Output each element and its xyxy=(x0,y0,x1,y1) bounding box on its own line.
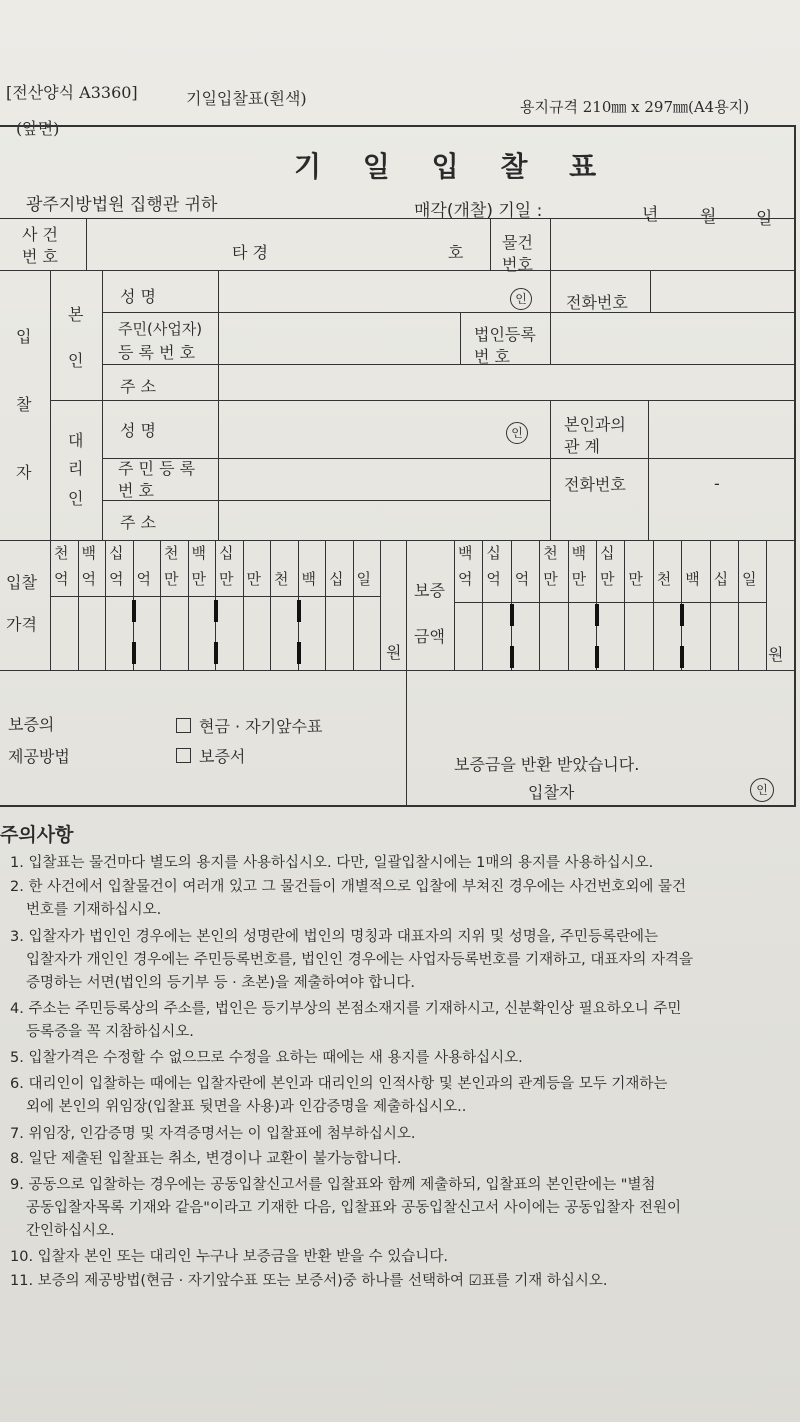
form-name: 기일입찰표(흰색) xyxy=(186,89,307,108)
self-id-label-2: 등 록 번 호 xyxy=(118,343,196,362)
deposit-cell-divider xyxy=(624,540,625,670)
item-number-label-1: 물건 xyxy=(502,233,533,252)
agent-phone-dash: - xyxy=(714,474,720,493)
deposit-unit-top: 백 xyxy=(571,544,587,562)
deposit-unit-top: 천 xyxy=(543,544,558,562)
deposit-amount-label-1: 보증 xyxy=(414,581,445,600)
note-3-cont-2: 증명하는 서면(법인의 등기부 등 · 초본)을 제출하여야 합니다. xyxy=(26,975,415,991)
self-name-label: 성 명 xyxy=(120,287,156,306)
deposit-unit-top: 백 xyxy=(458,544,473,562)
bid-cell-divider xyxy=(243,540,244,670)
bid-unit-bottom: 만 xyxy=(246,570,261,588)
agent-id-field[interactable] xyxy=(220,460,548,498)
agent-label-2: 리 xyxy=(68,459,84,478)
bid-cell-divider xyxy=(325,540,326,670)
bid-unit-bottom: 백 xyxy=(301,570,316,588)
option-guarantee-label: 보증서 xyxy=(199,747,246,766)
agent-label-3: 인 xyxy=(68,489,84,508)
bidder-group-label-2: 찰 xyxy=(16,395,32,414)
item-number-label-2: 번호 xyxy=(502,255,533,274)
note-9-cont-1: 공동입찰자목록 기재와 같음"이라고 기재한 다음, 입찰표와 공동입찰신고서 사이에는 공동입찰자 전원이 xyxy=(26,1200,682,1216)
note-3-cont-1: 입찰자가 개인인 경우에는 주민등록번호를, 법인인 경우에는 사업자등록번호를 기재하고, 대표자의 자격을 xyxy=(26,952,694,968)
date-month-unit: 월 xyxy=(700,207,717,227)
deposit-unit-bottom: 만 xyxy=(628,570,643,588)
deposit-separator-mark xyxy=(595,646,599,668)
self-seal-mark: 인 xyxy=(510,288,532,310)
deposit-unit-bottom: 일 xyxy=(742,570,757,588)
deposit-separator-mark xyxy=(680,646,684,668)
notes-heading: 주의사항 xyxy=(0,824,74,846)
bid-separator-mark xyxy=(132,600,136,622)
self-address-field[interactable] xyxy=(220,366,794,398)
note-9-cont-2: 간인하십시오. xyxy=(26,1223,115,1239)
bid-unit-top: 천 xyxy=(54,544,69,562)
bid-cell-divider xyxy=(78,540,79,670)
bid-cell-divider xyxy=(353,540,354,670)
bid-unit-top: 백 xyxy=(81,544,96,562)
bid-unit-bottom: 억 xyxy=(136,570,151,588)
deposit-unit-bottom: 억 xyxy=(514,570,530,588)
bid-unit-bottom: 억 xyxy=(54,570,69,588)
relation-field[interactable] xyxy=(650,402,794,456)
deposit-cell-divider xyxy=(539,540,540,670)
bid-separator-mark xyxy=(132,642,136,664)
receiver-bidder-label: 입찰자 xyxy=(528,783,575,802)
bid-separator-mark xyxy=(214,642,218,664)
deposit-cell-divider xyxy=(482,540,483,670)
deposit-cell-divider xyxy=(568,540,569,670)
deposit-cell-divider xyxy=(653,540,654,670)
note-2-cont: 번호를 기재하십시오. xyxy=(26,902,162,918)
note-3: 3. 입찰자가 법인인 경우에는 본인의 성명란에 법인의 명칭과 대표자의 지위 및 성명을, 주민등록란에는 xyxy=(10,929,659,945)
deposit-unit-bottom: 만 xyxy=(543,570,558,588)
agent-label-1: 대 xyxy=(68,431,84,450)
date-year-unit: 년 xyxy=(642,205,659,225)
deposit-separator-mark xyxy=(595,604,599,626)
deposit-unit-bottom: 억 xyxy=(486,570,501,588)
deposit-won-label: 원 xyxy=(768,645,784,664)
deposit-unit-bottom: 천 xyxy=(656,570,672,588)
note-1: 1. 입찰표는 물건마다 별도의 용지를 사용하십시오. 다만, 일괄입찰시에는 1매의 용지를 사용하십시오. xyxy=(10,855,654,871)
corp-reg-field[interactable] xyxy=(552,314,794,362)
self-phone-label: 전화번호 xyxy=(566,293,628,312)
deposit-unit-bottom: 만 xyxy=(571,570,587,588)
deposit-method-label-2: 제공방법 xyxy=(8,747,70,766)
note-5: 5. 입찰가격은 수정할 수 없으므로 수정을 요하는 때에는 새 용지를 사용하십시오. xyxy=(10,1050,523,1066)
paper-size: 용지규격 210㎜ x 297㎜(A4용지) xyxy=(520,98,750,116)
bid-unit-top: 십 xyxy=(219,544,234,562)
option-cash-label: 현금 · 자기앞수표 xyxy=(199,717,323,736)
option-cash-checkbox[interactable] xyxy=(176,714,322,737)
note-8: 8. 일단 제출된 입찰표는 취소, 변경이나 교환이 불가능합니다. xyxy=(10,1151,402,1167)
deposit-separator-mark xyxy=(510,646,514,668)
case-number-label-2: 번 호 xyxy=(22,247,58,266)
deposit-unit-bottom: 억 xyxy=(458,570,473,588)
deposit-unit-bottom: 만 xyxy=(600,570,615,588)
self-id-label-1: 주민(사업자) xyxy=(118,320,203,338)
deposit-cell-divider xyxy=(710,540,711,670)
bid-unit-top: 백 xyxy=(191,544,206,562)
form-code: [전산양식 A3360] xyxy=(6,83,138,102)
self-label-2: 인 xyxy=(68,351,84,370)
note-4-cont: 등록증을 꼭 지참하십시오. xyxy=(26,1024,194,1040)
option-guarantee-checkbox[interactable] xyxy=(176,744,245,767)
form-title: 기 일 입 찰 표 xyxy=(294,150,613,183)
note-6-cont: 외에 본인의 위임장(입찰표 뒷면을 사용)과 인감증명을 제출하십시오.. xyxy=(26,1099,467,1115)
bid-unit-bottom: 일 xyxy=(356,570,371,588)
bid-separator-mark xyxy=(214,600,218,622)
bid-cell-divider xyxy=(160,540,161,670)
bid-cell-divider xyxy=(270,540,271,670)
bid-unit-bottom: 억 xyxy=(109,570,124,588)
agent-phone-label: 전화번호 xyxy=(564,475,626,494)
checkbox-icon xyxy=(176,748,191,763)
deposit-unit-bottom: 십 xyxy=(713,570,729,588)
bid-unit-top: 십 xyxy=(109,544,124,562)
deposit-separator-mark xyxy=(680,604,684,626)
bid-unit-top: 천 xyxy=(164,544,179,562)
note-11: 11. 보증의 제공방법(현금 · 자기앞수표 또는 보증서)중 하나를 선택하여 ☑표를 기재 하십시오. xyxy=(10,1273,608,1289)
note-4: 4. 주소는 주민등록상의 주소를, 법인은 등기부상의 본점소재지를 기재하시고, 신분확인상 필요하오니 주민 xyxy=(10,1001,682,1017)
deposit-unit-top: 십 xyxy=(486,544,501,562)
corp-reg-label-2: 번 호 xyxy=(474,347,510,366)
agent-id-label-2: 번 호 xyxy=(118,481,154,500)
bidder-group-label-1: 입 xyxy=(16,327,32,346)
bid-unit-bottom: 천 xyxy=(274,570,289,588)
bid-price-label-1: 입찰 xyxy=(6,573,37,592)
deposit-separator-mark xyxy=(510,604,514,626)
deposit-cell-divider xyxy=(738,540,739,670)
agent-address-label: 주 소 xyxy=(120,513,156,532)
self-phone-field[interactable] xyxy=(652,272,794,310)
relation-label-1: 본인과의 xyxy=(564,415,626,434)
agent-name-field[interactable] xyxy=(220,402,500,456)
sale-date-label: 매각(개찰) 기일 : xyxy=(414,201,543,221)
deposit-amount-label-2: 금액 xyxy=(414,627,445,646)
relation-label-2: 관 계 xyxy=(564,437,600,456)
bid-unit-bottom: 만 xyxy=(191,570,206,588)
agent-phone-field[interactable] xyxy=(650,460,794,498)
note-10: 10. 입찰자 본인 또는 대리인 누구나 보증금을 반환 받을 수 있습니다. xyxy=(10,1249,448,1265)
self-id-field[interactable] xyxy=(220,314,458,362)
bid-won-label: 원 xyxy=(386,643,402,662)
bid-separator-mark xyxy=(297,642,301,664)
deposit-received-text: 보증금을 반환 받았습니다. xyxy=(454,755,640,774)
date-day-unit: 일 xyxy=(756,209,773,229)
agent-name-label: 성 명 xyxy=(120,421,156,440)
note-6: 6. 대리인이 입찰하는 때에는 입찰자란에 본인과 대리인의 인적사항 및 본인과의 관계등을 모두 기재하는 xyxy=(10,1076,668,1092)
ho-label: 호 xyxy=(448,243,464,262)
bidder-group-label-3: 자 xyxy=(16,463,32,482)
case-number-label-1: 사 건 xyxy=(22,225,58,244)
self-name-field[interactable] xyxy=(220,272,500,310)
bid-unit-bottom: 만 xyxy=(219,570,234,588)
note-7: 7. 위임장, 인감증명 및 자격증명서는 이 입찰표에 첨부하십시오. xyxy=(10,1126,416,1142)
agent-address-field[interactable] xyxy=(220,502,548,538)
note-2: 2. 한 사건에서 입찰물건이 여러개 있고 그 물건들이 개별적으로 입찰에 부쳐진 경우에는 사건번호외에 물건 xyxy=(10,879,687,895)
form-side: (앞면) xyxy=(16,119,60,138)
bid-cell-divider xyxy=(188,540,189,670)
corp-reg-label-1: 법인등록 xyxy=(474,325,536,344)
receiver-seal-mark: 인 xyxy=(750,778,774,802)
agent-id-label-1: 주 민 등 록 xyxy=(118,459,196,478)
deposit-method-label-1: 보증의 xyxy=(8,715,55,734)
note-9: 9. 공동으로 입찰하는 경우에는 공동입찰신고서를 입찰표와 함께 제출하되, 입찰표의 본인란에는 "별첨 xyxy=(10,1177,656,1193)
self-address-label: 주 소 xyxy=(120,377,156,396)
deposit-unit-top: 십 xyxy=(600,544,615,562)
self-label-1: 본 xyxy=(68,305,84,324)
bid-unit-bottom: 십 xyxy=(329,570,344,588)
bid-price-label-2: 가격 xyxy=(6,615,37,634)
case-number-field[interactable] xyxy=(88,220,488,268)
bid-cell-divider xyxy=(105,540,106,670)
addressee: 광주지방법원 집행관 귀하 xyxy=(26,195,218,215)
deposit-unit-bottom: 백 xyxy=(685,570,700,588)
item-number-field[interactable] xyxy=(552,220,794,268)
bid-unit-bottom: 억 xyxy=(81,570,96,588)
tagyeong-label: 타 경 xyxy=(232,243,268,262)
bid-unit-bottom: 만 xyxy=(164,570,179,588)
agent-seal-mark: 인 xyxy=(506,422,528,444)
bid-separator-mark xyxy=(297,600,301,622)
checkbox-icon xyxy=(176,718,191,733)
